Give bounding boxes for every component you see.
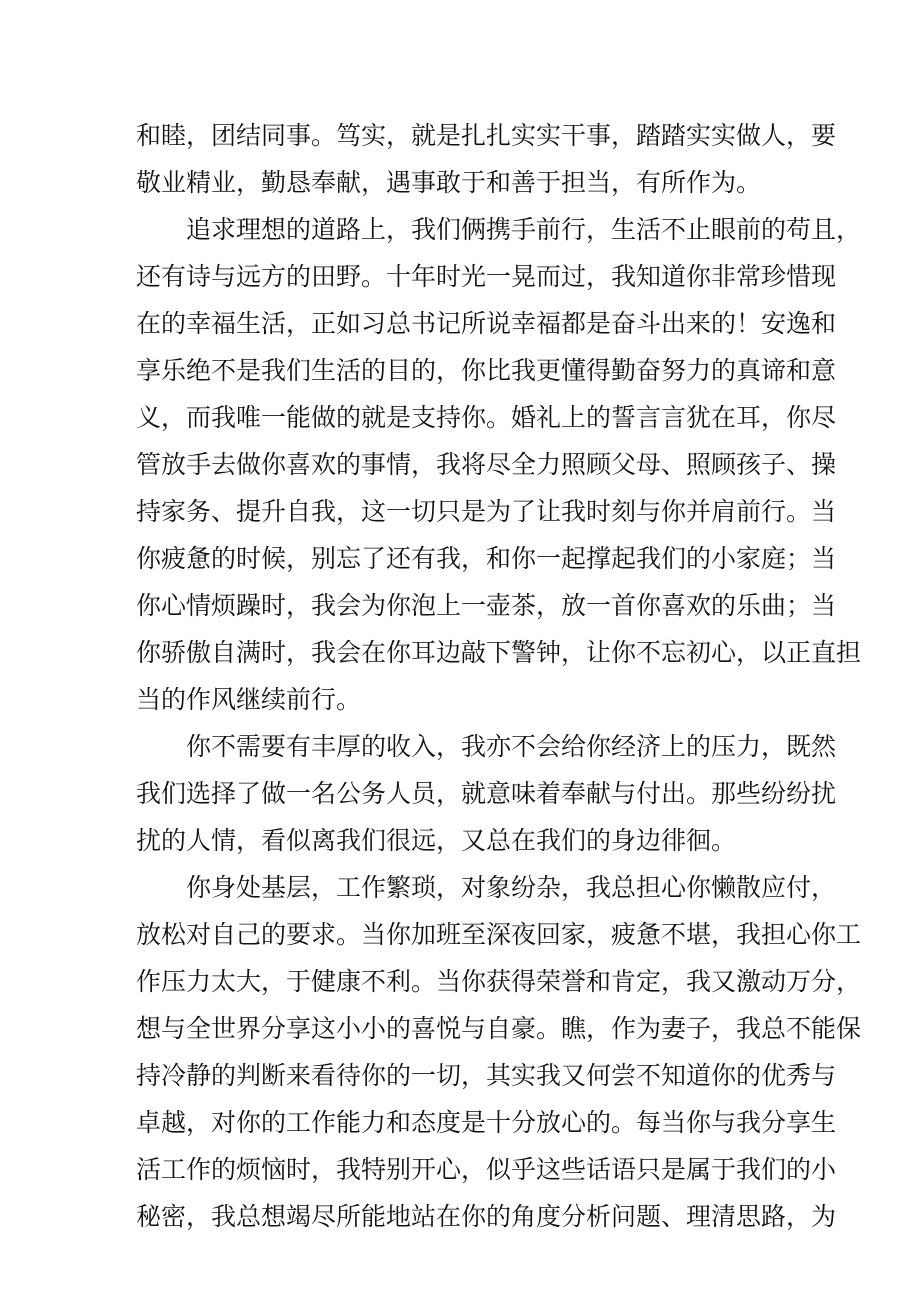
text-line: 你不需要有丰厚的收入，我亦不会给你经济上的压力，既然 — [186, 732, 837, 761]
text-line: 你心情烦躁时，我会为你泡上一壶茶，放一首你喜欢的乐曲；当 — [136, 591, 837, 620]
text-line: 持家务、提升自我，这一切只是为了让我时刻与你并肩前行。当 — [136, 497, 837, 526]
paragraph-3 — [136, 723, 837, 864]
text-line: 义，而我唯一能做的就是支持你。婚礼上的誓言言犹在耳，你尽 — [136, 403, 837, 432]
text-line: 持冷静的判断来看待你的一切，其实我又何尝不知道你的优秀与 — [136, 1061, 837, 1090]
text-line: 追求理想的道路上，我们俩携手前行，生活不止眼前的苟且， — [186, 215, 862, 244]
text-line: 扰的人情，看似离我们很远，又总在我们的身边徘徊。 — [136, 826, 737, 855]
text-line: 当的作风继续前行。 — [136, 685, 362, 714]
paragraph-2 — [136, 206, 862, 723]
text-line: 想与全世界分享这小小的喜悦与自豪。瞧，作为妻子，我总不能保 — [136, 1014, 862, 1043]
text-line: 卓越，对你的工作能力和态度是十分放心的。每当你与我分享生 — [136, 1108, 837, 1137]
text-line: 还有诗与远方的田野。十年时光一晃而过，我知道你非常珍惜现 — [136, 262, 837, 291]
text-line: 你骄傲自满时，我会在你耳边敲下警钟，让你不忘初心，以正直担 — [136, 638, 862, 667]
text-line: 敬业精业，勤恳奉献，遇事敢于和善于担当，有所作为。 — [136, 168, 762, 197]
paragraph-1 — [136, 112, 837, 206]
text-line: 和睦，团结同事。笃实，就是扎扎实实干事，踏踏实实做人，要 — [136, 121, 837, 150]
text-line: 管放手去做你喜欢的事情，我将尽全力照顾父母、照顾孩子、操 — [136, 450, 837, 479]
document-body — [136, 112, 862, 1240]
text-line: 活工作的烦恼时，我特别开心，似乎这些话语只是属于我们的小 — [136, 1155, 837, 1184]
text-line: 秘密，我总想竭尽所能地站在你的角度分析问题、理清思路，为 — [136, 1202, 837, 1231]
text-line: 你疲惫的时候，别忘了还有我，和你一起撑起我们的小家庭；当 — [136, 544, 837, 573]
text-line: 享乐绝不是我们生活的目的，你比我更懂得勤奋努力的真谛和意 — [136, 356, 837, 385]
text-line: 你身处基层，工作繁琐，对象纷杂，我总担心你懒散应付， — [186, 873, 837, 902]
text-line: 我们选择了做一名公务人员，就意味着奉献与付出。那些纷纷扰 — [136, 779, 837, 808]
text-line: 作压力太大，于健康不利。当你获得荣誉和肯定，我又激动万分， — [136, 967, 862, 996]
paragraph-4 — [136, 864, 862, 1240]
text-line: 在的幸福生活，正如习总书记所说幸福都是奋斗出来的！安逸和 — [136, 309, 837, 338]
text-line: 放松对自己的要求。当你加班至深夜回家，疲惫不堪，我担心你工 — [136, 920, 862, 949]
